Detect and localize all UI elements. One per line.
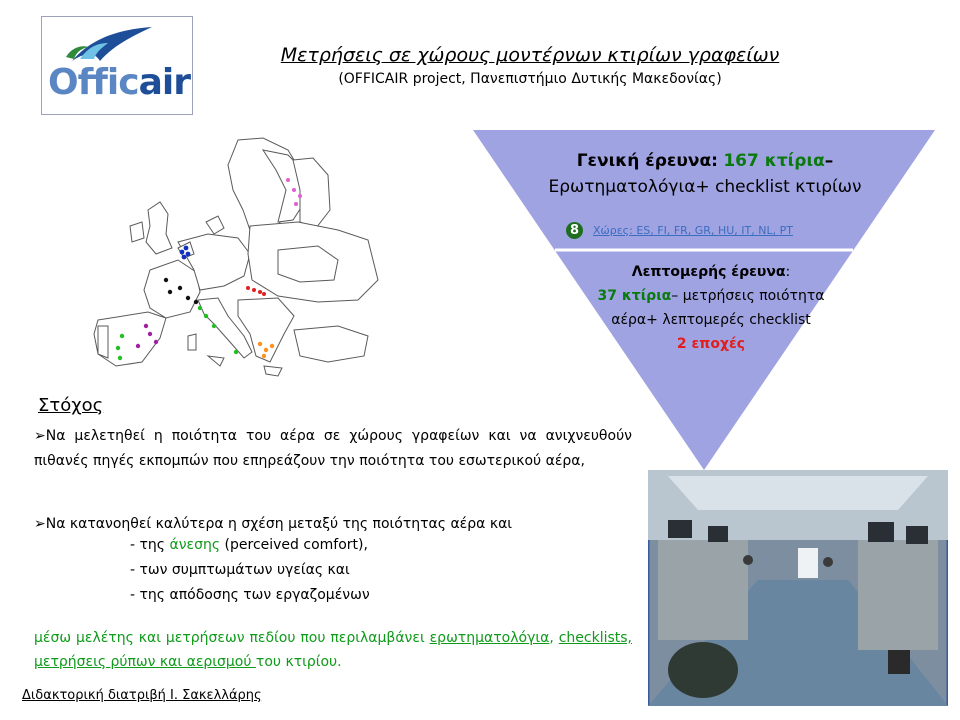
goal-subitem-comfort: - της άνεσης (perceived comfort), — [130, 537, 368, 553]
detailed-survey-label: Λεπτομερής έρευνα — [631, 264, 786, 280]
page-subtitle: (OFFICAIR project, Πανεπιστήμιο Δυτικής Μακεδονίας) — [338, 71, 722, 87]
page-title: Μετρήσεις σε χώρους μοντέρνων κτιρίων γραφείων — [280, 44, 780, 66]
detailed-survey-description: – μετρήσεις ποιότητα αέρα+ λεπτομερές checklist — [611, 288, 825, 328]
goal-subitem-performance: - της απόδοσης των εργαζομένων — [130, 587, 370, 603]
countries-count-badge: 8 — [566, 222, 583, 239]
questionnaires-link: ερωτηματολόγια — [429, 630, 550, 646]
office-photo-image — [648, 470, 948, 706]
officair-logo — [41, 16, 193, 115]
seasons-label: 2 εποχές — [676, 336, 746, 352]
detailed-survey-count: 37 κτίρια — [597, 288, 672, 304]
detailed-survey-text: Λεπτομερής έρευνα: 37 κτίρια– μετρήσεις ποιότητα αέρα+ λεπτομερές checklist 2 εποχές — [597, 264, 825, 352]
countries-list: Χώρες: ES, FI, FR, GR, HU, IT, NL, PT — [593, 224, 793, 237]
footer-credit: Διδακτορική διατριβή Ι. Σακελλάρης — [22, 688, 262, 703]
countries-row — [566, 222, 793, 239]
method-text: μέσω μελέτης και μετρήσεων πεδίου που περιλαμβάνει ερωτηματολόγια, checklists, μετρήσεις ρύπων και αερισμού του κτιρίου. — [34, 630, 632, 670]
general-survey-label: Γενική έρευνα: — [576, 151, 718, 171]
logo-wordmark: Officair — [48, 62, 190, 103]
europe-map-image — [38, 130, 398, 390]
bullet-arrow-icon: ➢ — [34, 516, 46, 532]
bullet-arrow-icon: ➢ — [34, 428, 46, 444]
general-survey-count: 167 κτίρια — [723, 151, 825, 171]
goal-item-1: ➢Να μελετηθεί η ποιότητα του αέρα σε χώρους γραφείων και να ανιχνευθούν πιθανές πηγές εκπομπών που επηρεάζουν την ποιότητα του εσωτερικού αέρα, — [34, 428, 632, 469]
general-survey-text: Γενική έρευνα: 167 κτίρια– Ερωτηματολόγια+ checklist κτιρίων — [548, 151, 862, 197]
goal-heading: Στόχος — [38, 395, 104, 416]
checklists-link: checklists, μετρήσεις ρύπων και αερισμού — [34, 630, 632, 670]
goal-subitem-health: - των συμπτωμάτων υγείας και — [130, 562, 350, 578]
goal-item-2: ➢Να κατανοηθεί καλύτερα η σχέση μεταξύ της ποιότητας αέρα και — [34, 516, 513, 532]
general-survey-description: Ερωτηματολόγια+ checklist κτιρίων — [548, 177, 862, 197]
